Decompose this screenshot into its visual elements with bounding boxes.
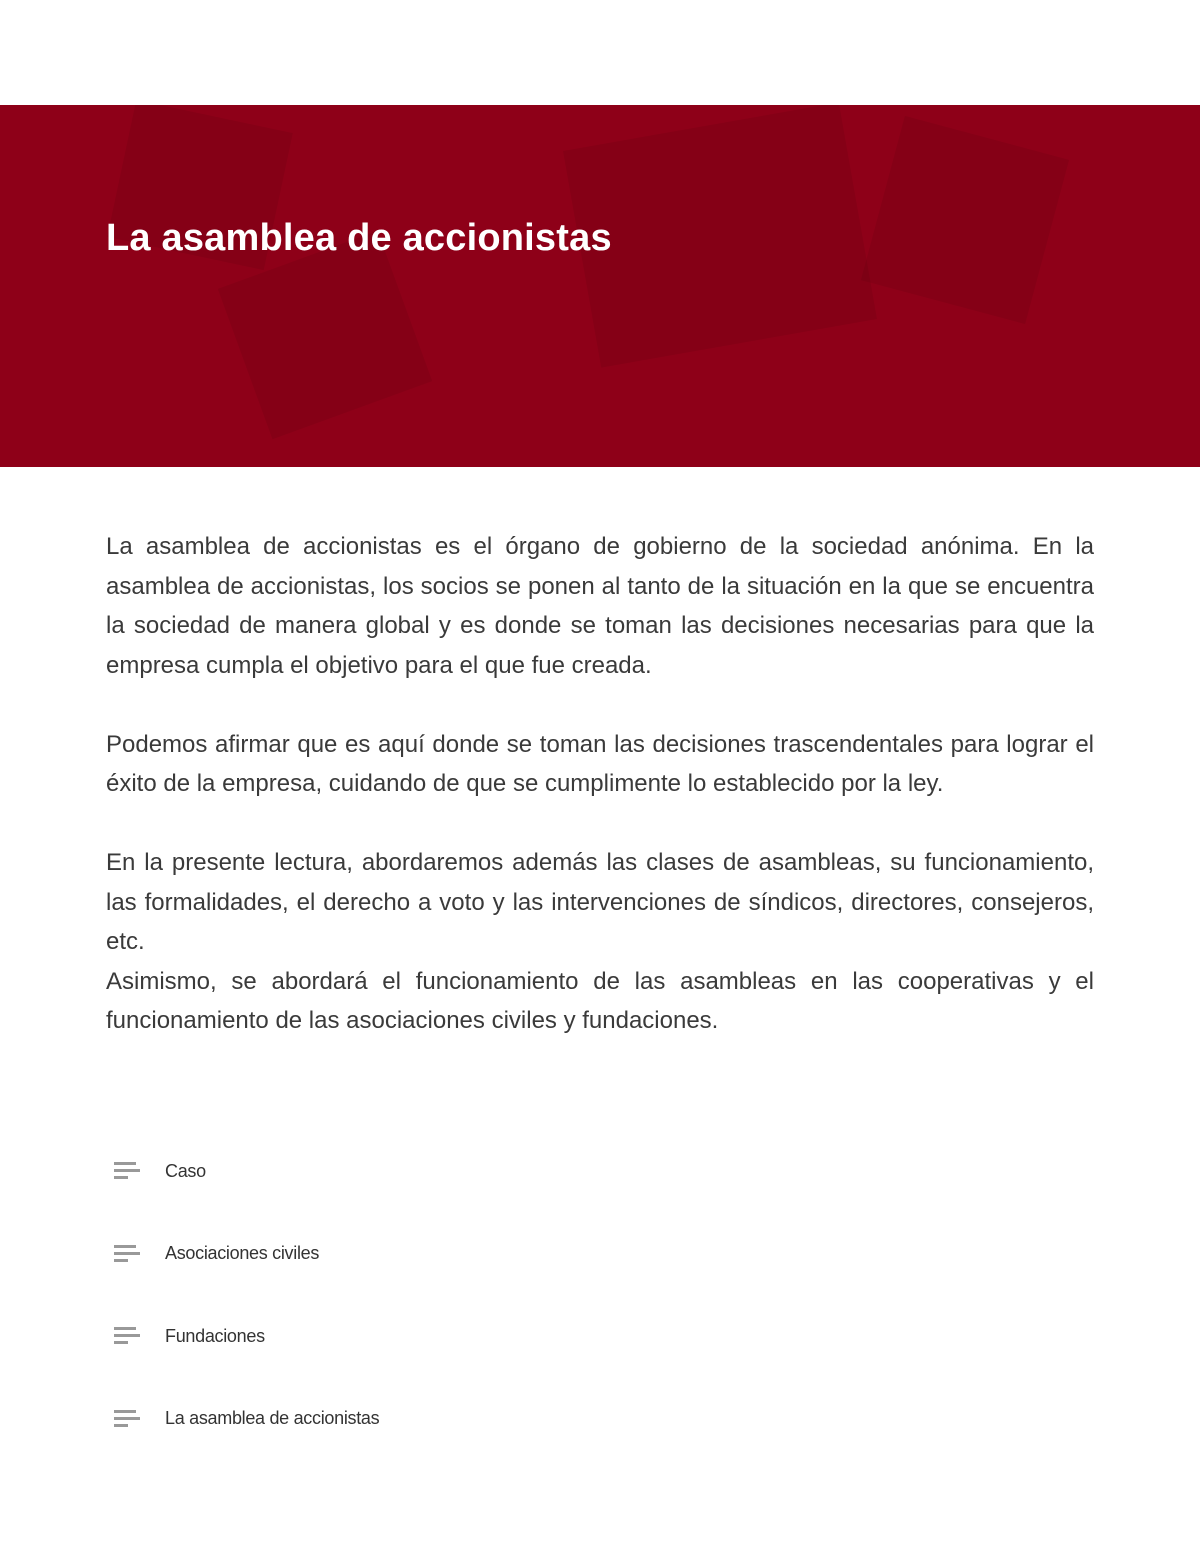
link-label: Asociaciones civiles [165,1243,320,1264]
background-shape [861,116,1069,324]
text-lines-icon [114,1162,140,1180]
paragraph: En la presente lectura, abordaremos además las clases de asambleas, su funcionamiento, las formalidades, el derecho a voto y las intervenciones de síndicos, directores, consejeros, etc. [106,849,1094,955]
link-label: Caso [165,1160,206,1181]
link-asociaciones-civiles[interactable] [114,1213,379,1296]
link-asamblea-de-accionistas[interactable] [114,1378,379,1461]
paragraph: Podemos afirmar que es aquí donde se toman las decisiones trascendentales para lograr el éxito de la empresa, cuidando de que se cumplimente lo establecido por la ley. [106,730,1094,797]
page-title: La asamblea de accionistas [106,217,612,259]
text-lines-icon [114,1410,140,1428]
section-links [114,1130,379,1460]
header-banner [0,105,1200,467]
link-label: La asamblea de accionistas [165,1408,380,1429]
body-text [106,527,1094,1041]
text-lines-icon [114,1245,140,1263]
link-caso[interactable] [114,1130,379,1213]
paragraph: La asamblea de accionistas es el órgano de gobierno de la sociedad anónima. En la asamblea de accionistas, los socios se ponen al tanto de la situación en la que se encuentra la sociedad de manera global y es donde se toman las decisiones necesarias para que la empresa cumpla el objetivo para el que fue creada. [106,533,1094,679]
text-lines-icon [114,1327,140,1345]
link-fundaciones[interactable] [114,1295,379,1378]
link-label: Fundaciones [165,1325,265,1346]
paragraph: Asimismo, se abordará el funcionamiento de las asambleas en las cooperativas y el funcionamiento de las asociaciones civiles y fundaciones. [106,967,1094,1034]
